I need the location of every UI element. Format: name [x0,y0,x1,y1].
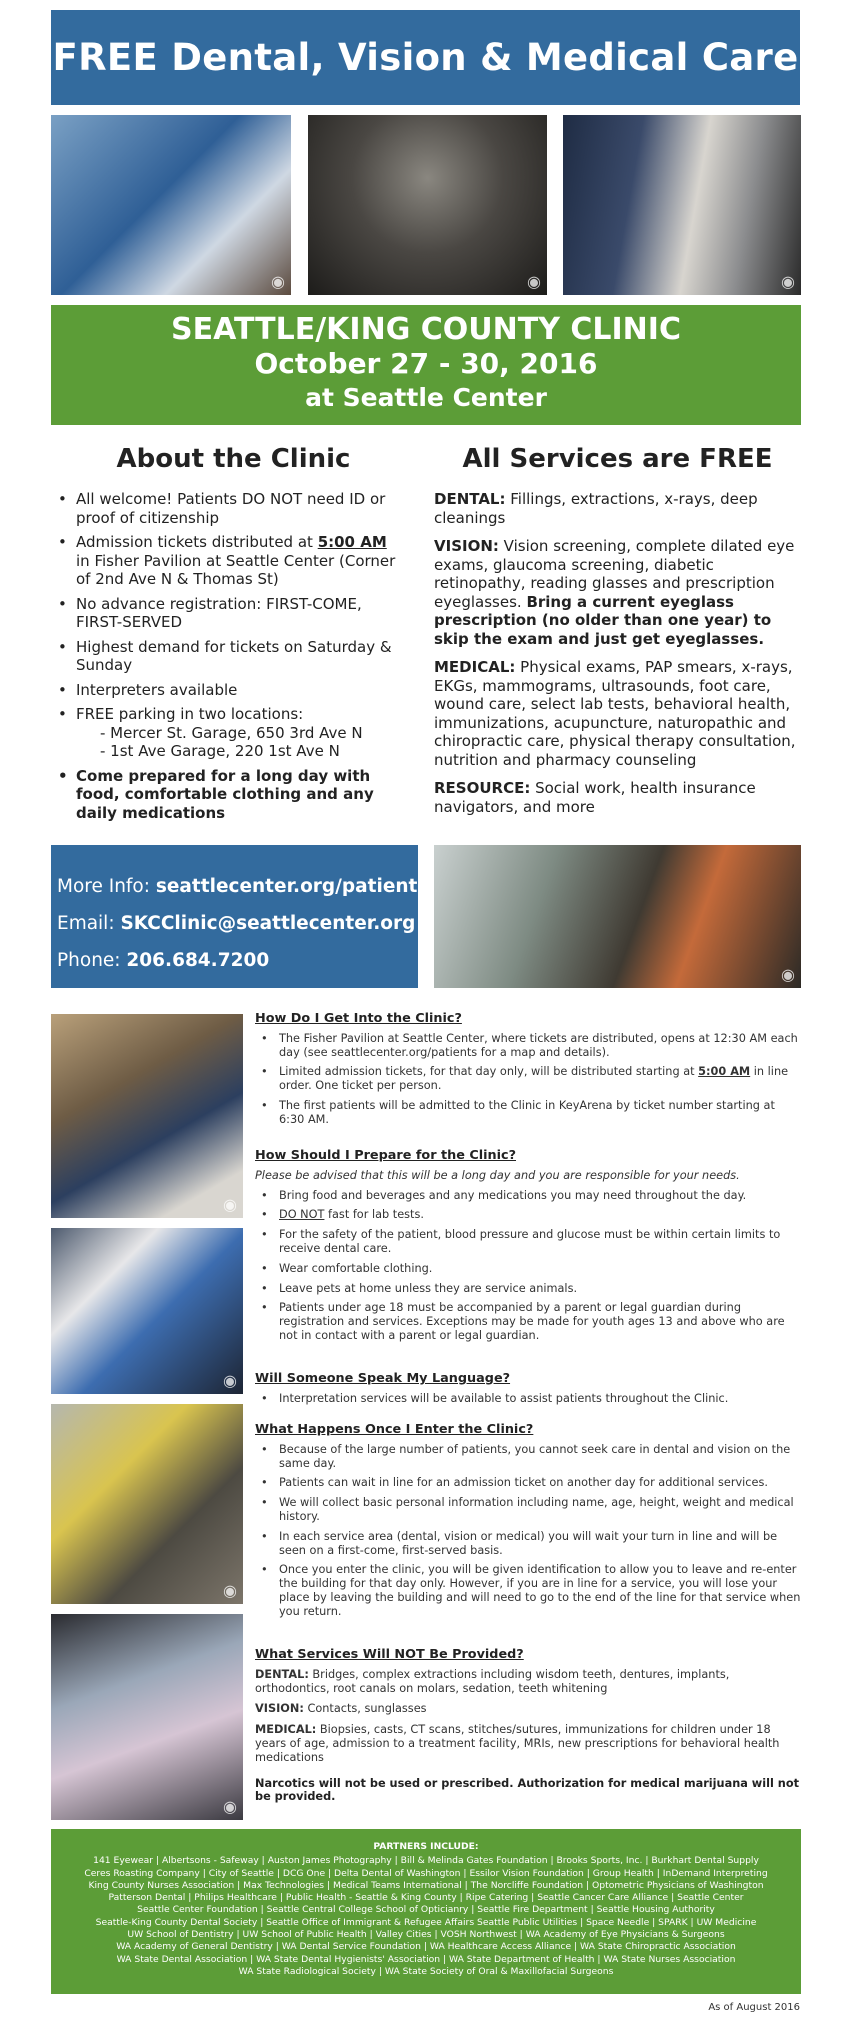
contact-box [51,845,429,988]
list-item: • Once you enter the clinic, you will be given identification to allow you to leave and re-enter the building for that day only. However, if you are in line for a service, you will lose your place by leaving the building and will need to go to the end of the line for that service when you return. [255,1563,803,1618]
partners-line: Seattle-King County Dental Society | Seattle Office of Immigrant & Refugee Affairs Seattle Public Utilities | Space Needle | SPARK | UW Medicine [95,1916,757,1928]
main-banner [51,10,800,105]
not-provided-dental: DENTAL: Bridges, complex extractions including wisdom teeth, dentures, implants, orthodontics, root canals on molars, sedation, teeth whitening [255,1667,730,1695]
partners-line: WA State Dental Association | WA State Dental Hygienists' Association | WA State Department of Health | WA State Nurses Association [116,1953,736,1965]
list-item: • DO NOT fast for lab tests. [255,1208,803,1222]
faq-question: What Happens Once I Enter the Clinic? [255,1422,534,1437]
not-provided-medical: MEDICAL: Biopsies, casts, CT scans, stitches/sutures, immunizations for children under 18 years of age, admission to a treatment facility, MRIs, new prescriptions for behavioral health medications [255,1723,780,1764]
email-link[interactable]: SKCClinic@seattlecenter.org [120,913,416,934]
phone-link[interactable]: 206.684.7200 [126,950,270,971]
photo-eye-exam [51,1228,243,1394]
about-list [58,490,398,828]
partners-line: 141 Eyewear | Albertsons - Safeway | Auston James Photography | Bill & Melinda Gates Foundation | Brooks Sports, Inc. | Burkhart Dental Supply [93,1855,759,1867]
website-link[interactable]: seattlecenter.org/patients [155,876,429,897]
narcotics-note: Narcotics will not be used or prescribed. Authorization for medical marijuana will not be provided. [255,1776,799,1804]
camera-icon: ◉ [781,272,795,291]
camera-icon: ◉ [223,1195,237,1214]
email-row: Email: SKCClinic@seattlecenter.org [57,913,416,934]
list-item: • No advance registration: FIRST-COME, FIRST-SERVED [58,595,398,632]
list-item: • Admission tickets distributed at 5:00 AM in Fisher Pavilion at Seattle Center (Corner of 2nd Ave N & Thomas St) [58,533,398,589]
service-dental: DENTAL: Fillings, extractions, x-rays, deep cleanings [434,490,758,527]
list-item: • Interpretation services will be available to assist patients throughout the Clinic. [255,1392,803,1406]
about-title: About the Clinic [116,444,351,474]
camera-icon: ◉ [223,1581,237,1600]
photo-dental-care [51,1614,243,1820]
faq-intro: Please be advised that this will be a long day and you are responsible for your needs. [255,1168,740,1182]
banner-title: FREE Dental, Vision & Medical Care [52,36,799,79]
camera-icon: ◉ [781,965,795,984]
parking-location: - 1st Ave Garage, 220 1st Ave N [100,742,340,760]
list-item: • Come prepared for a long day with food, comfortable clothing and any daily medications [58,767,398,823]
partners-title: PARTNERS INCLUDE: [373,1841,479,1852]
list-item: • All welcome! Patients DO NOT need ID or proof of citizenship [58,490,398,527]
camera-icon: ◉ [527,272,541,291]
list-item: • Highest demand for tickets on Saturday & Sunday [58,638,398,675]
list-item: • Interpreters available [58,681,398,700]
faq-prepare [255,1149,803,1349]
partners-line: Ceres Roasting Company | City of Seattle | DCG One | Delta Dental of Washington | Essilor Vision Foundation | Group Health | InDemand Interpreting [84,1867,768,1879]
list-item: • Leave pets at home unless they are service animals. [255,1282,803,1296]
camera-icon: ◉ [271,272,285,291]
faq-question: How Do I Get Into the Clinic? [255,1011,462,1026]
faq-get-into-clinic [255,1012,803,1133]
list-item: • Limited admission tickets, for that day only, will be distributed starting at 5:00 AM in line order. One ticket per person. [255,1065,803,1093]
photo-dentist [51,115,291,295]
faq-enter-clinic [255,1423,803,1625]
clinic-name: SEATTLE/KING COUNTY CLINIC [171,312,681,347]
list-item: • For the safety of the patient, blood pressure and glucose must be within certain limits to receive dental care. [255,1228,803,1256]
partners-line: WA Academy of General Dentistry | WA Dental Service Foundation | WA Healthcare Access Alliance | WA State Chiropractic Association [116,1941,736,1953]
faq-question: What Services Will NOT Be Provided? [255,1647,524,1662]
partners-line: Seattle Center Foundation | Seattle Central College School of Opticianry | Seattle Fire Department | Seattle Housing Authority [137,1904,715,1916]
camera-icon: ◉ [223,1797,237,1816]
partners-line: Patterson Dental | Philips Healthcare | Public Health - Seattle & King County | Ripe Catering | Seattle Cancer Care Alliance | Seattle Center [108,1892,744,1904]
clinic-banner [51,305,801,425]
partners-line: King County Nurses Association | Max Technologies | Medical Teams International | The Norcliffe Foundation | Optometric Physicians of Washington [88,1879,764,1891]
list-item: • Because of the large number of patients, you cannot seek care in dental and vision on the same day. [255,1443,803,1471]
list-item: • Wear comfortable clothing. [255,1262,803,1276]
parking-location: - Mercer St. Garage, 650 3rd Ave N [100,723,363,742]
ticket-time: 5:00 AM [317,533,387,551]
service-medical: MEDICAL: Physical exams, PAP smears, x-rays, EKGs, mammograms, ultrasounds, foot care, wound care, select lab tests, behavioral health, immunizations, acupuncture, naturopathic and chiropractic care, physical therapy consultation, nutrition and pharmacy counseling [434,658,796,769]
clinic-dates: October 27 - 30, 2016 [254,347,598,380]
photo-vision-exam [308,115,547,295]
list-item: • Bring food and beverages and any medications you may need throughout the day. [255,1189,803,1203]
faq-not-provided [255,1648,803,1811]
list-item: • The Fisher Pavilion at Seattle Center, where tickets are distributed, opens at 12:30 AM each day (see seattlecenter.org/patients for a map and details). [255,1032,803,1060]
partners-box [51,1829,801,1994]
date-note: As of August 2016 [708,2002,800,2013]
not-provided-vision: VISION: Contacts, sunglasses [255,1702,427,1716]
photo-patients [434,845,801,988]
service-vision: VISION: Vision screening, complete dilated eye exams, glaucoma screening, diabetic retinopathy, reading glasses and prescription eyeglasses. Bring a current eyeglass prescription (no older than one year) to skip the exam and just get eyeglasses. [434,537,795,648]
faq-question: Will Someone Speak My Language? [255,1371,511,1386]
list-item: • The first patients will be admitted to the Clinic in KeyArena by ticket number starting at 6:30 AM. [255,1099,803,1127]
photo-social-worker [51,1404,243,1604]
photo-medical-exam [563,115,801,295]
faq-question: How Should I Prepare for the Clinic? [255,1148,516,1163]
list-item: • In each service area (dental, vision or medical) you will wait your turn in line and will be seen on a first-come, first-served basis. [255,1530,803,1558]
list-item: • Patients under age 18 must be accompanied by a parent or legal guardian during registration and services. Exceptions may be made for youth ages 13 and above who are not in contact with a parent or legal guardian. [255,1301,803,1342]
clinic-location: at Seattle Center [305,383,547,412]
phone-row: Phone: 206.684.7200 [57,950,270,971]
partners-line: UW School of Dentistry | UW School of Public Health | Valley Cities | VOSH Northwest | WA Academy of Eye Physicians & Surgeons [127,1929,725,1941]
services-list [434,490,804,826]
service-resource: RESOURCE: Social work, health insurance navigators, and more [434,779,756,816]
partners-line: WA State Radiological Society | WA State Society of Oral & Maxillofacial Surgeons [238,1965,614,1977]
list-item: • We will collect basic personal information including name, age, height, weight and medical history. [255,1496,803,1524]
info-row: More Info: seattlecenter.org/patients [57,876,429,897]
faq-language [255,1372,803,1412]
photo-blood-draw [51,1014,243,1218]
camera-icon: ◉ [223,1371,237,1390]
services-title: All Services are FREE [462,444,773,474]
list-item: • FREE parking in two locations: - Mercer St. Garage, 650 3rd Ave N - 1st Ave Garage, 220 1st Ave N [58,705,398,761]
list-item: • Patients can wait in line for an admission ticket on another day for additional services. [255,1476,803,1490]
